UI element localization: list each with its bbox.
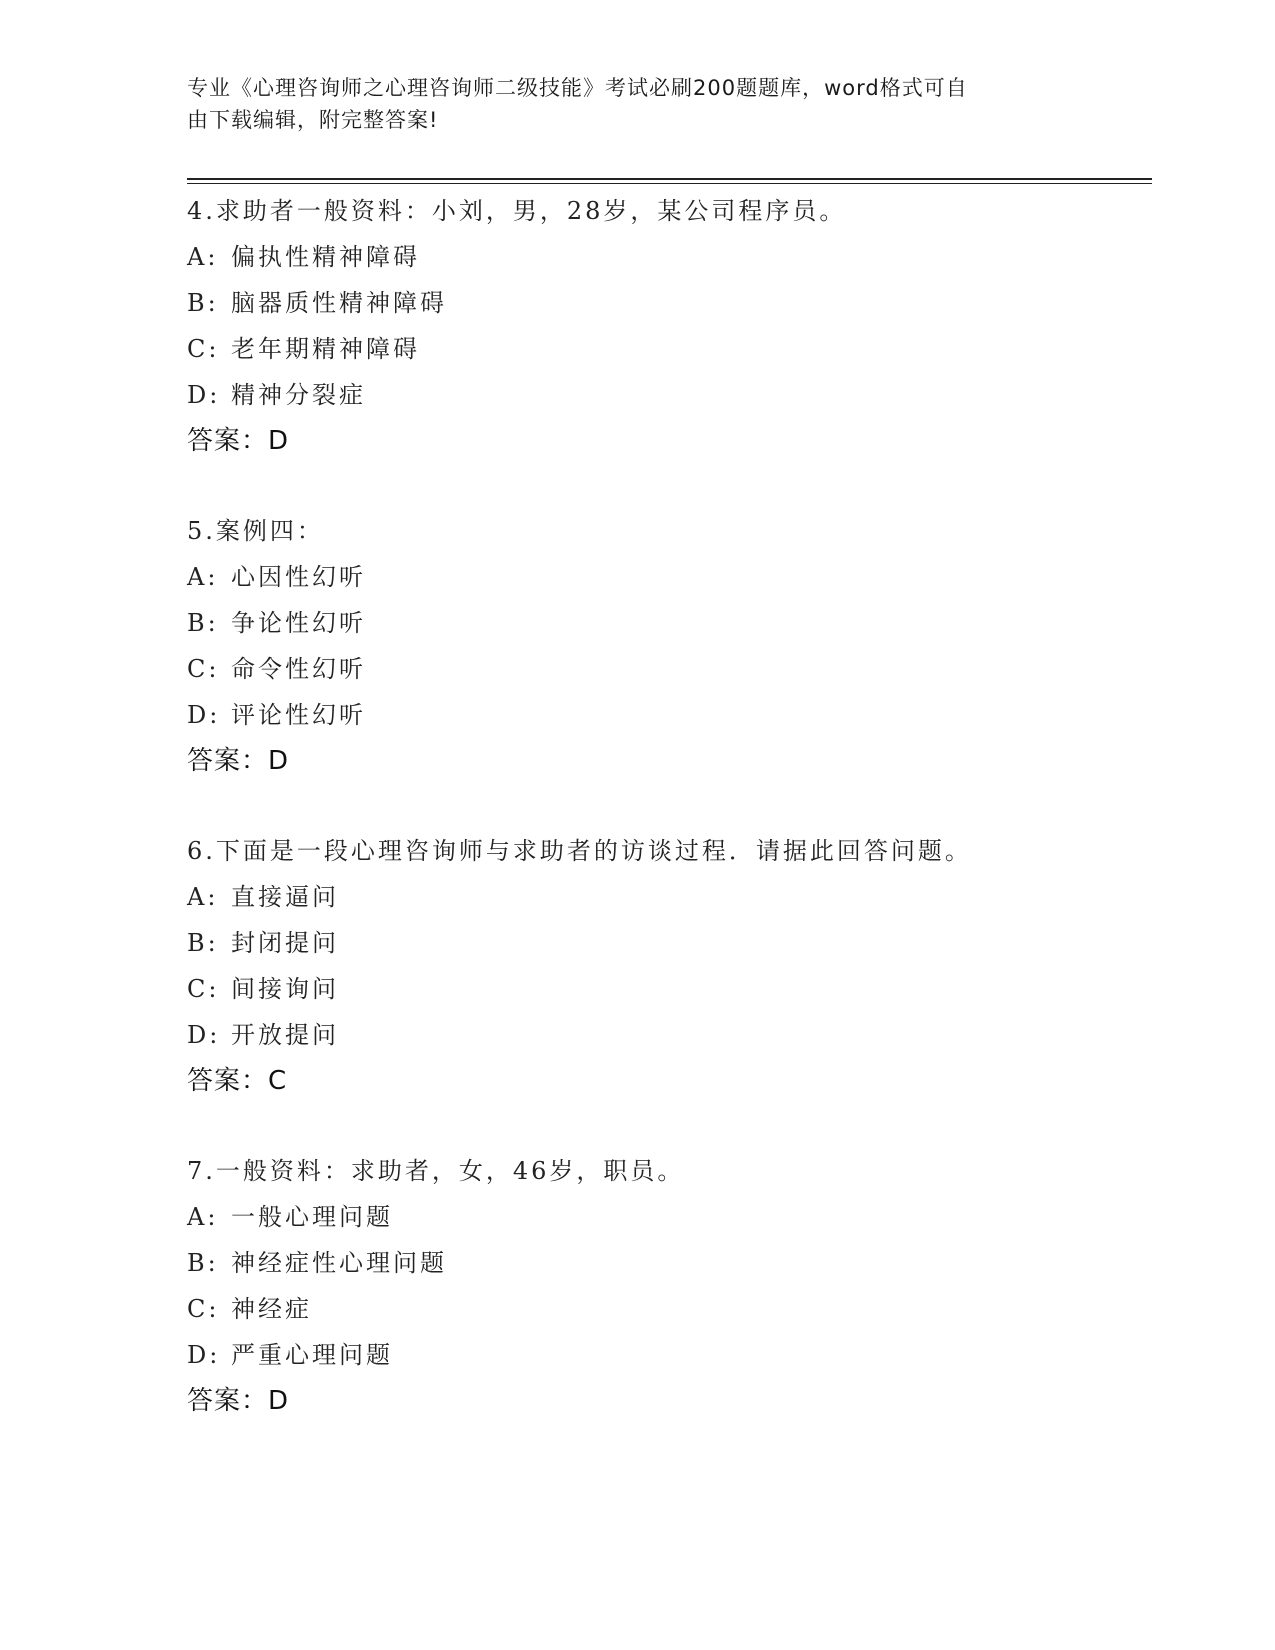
option-key: A:	[187, 563, 219, 591]
option-a	[187, 234, 1152, 280]
option-c	[187, 1286, 1152, 1332]
option-d	[187, 372, 1152, 418]
answer-line: 答案：D	[187, 1386, 290, 1416]
option-text: 开放提问	[231, 1021, 339, 1049]
answer-line: 答案：C	[187, 1066, 288, 1096]
option-a	[187, 554, 1152, 600]
option-key: D:	[187, 381, 221, 409]
header-line-2: 由下载编辑，附完整答案!	[187, 108, 439, 132]
option-key: D:	[187, 1341, 221, 1369]
option-a	[187, 1194, 1152, 1240]
option-text: 心因性幻听	[231, 563, 366, 591]
option-c	[187, 326, 1152, 372]
option-text: 命令性幻听	[231, 655, 366, 683]
option-text: 封闭提问	[231, 929, 339, 957]
option-text: 直接逼问	[231, 883, 339, 911]
option-key: B:	[187, 1249, 219, 1277]
option-d	[187, 692, 1152, 738]
option-d	[187, 1012, 1152, 1058]
option-text: 一般心理问题	[231, 1203, 393, 1231]
option-key: C:	[187, 655, 220, 683]
option-text: 偏执性精神障碍	[231, 243, 420, 271]
option-key: A:	[187, 883, 219, 911]
option-text: 争论性幻听	[231, 609, 366, 637]
document-header	[187, 72, 1067, 136]
option-c	[187, 646, 1152, 692]
question-stem: 5.案例四：	[187, 517, 324, 545]
option-text: 间接询问	[231, 975, 339, 1003]
option-key: A:	[187, 1203, 219, 1231]
question-stem: 4.求助者一般资料：小刘，男，28岁，某公司程序员。	[187, 197, 847, 225]
option-b	[187, 280, 1152, 326]
option-text: 精神分裂症	[231, 381, 366, 409]
question-block	[187, 828, 1152, 1148]
option-text: 评论性幻听	[231, 701, 366, 729]
question-list	[187, 188, 1152, 1468]
option-b	[187, 1240, 1152, 1286]
option-c	[187, 966, 1152, 1012]
option-key: B:	[187, 929, 219, 957]
option-key: C:	[187, 1295, 220, 1323]
option-text: 严重心理问题	[231, 1341, 393, 1369]
option-key: C:	[187, 335, 220, 363]
option-key: C:	[187, 975, 220, 1003]
option-key: A:	[187, 243, 219, 271]
option-key: B:	[187, 289, 219, 317]
question-block	[187, 508, 1152, 828]
option-text: 神经症性心理问题	[231, 1249, 447, 1277]
header-divider-thick	[187, 178, 1152, 180]
question-stem: 7.一般资料：求助者，女，46岁，职员。	[187, 1157, 685, 1185]
answer-line: 答案：D	[187, 426, 290, 456]
answer-line: 答案：D	[187, 746, 290, 776]
header-line-1: 专业《心理咨询师之心理咨询师二级技能》考试必刷200题题库，word格式可自	[187, 76, 968, 100]
option-text: 神经症	[231, 1295, 312, 1323]
option-key: B:	[187, 609, 219, 637]
option-key: D:	[187, 701, 221, 729]
question-block	[187, 188, 1152, 508]
option-b	[187, 920, 1152, 966]
header-divider-thin	[187, 183, 1152, 184]
option-b	[187, 600, 1152, 646]
option-a	[187, 874, 1152, 920]
option-key: D:	[187, 1021, 221, 1049]
question-stem: 6.下面是一段心理咨询师与求助者的访谈过程．请据此回答问题。	[187, 837, 972, 865]
option-d	[187, 1332, 1152, 1378]
option-text: 脑器质性精神障碍	[231, 289, 447, 317]
option-text: 老年期精神障碍	[231, 335, 420, 363]
question-block	[187, 1148, 1152, 1468]
